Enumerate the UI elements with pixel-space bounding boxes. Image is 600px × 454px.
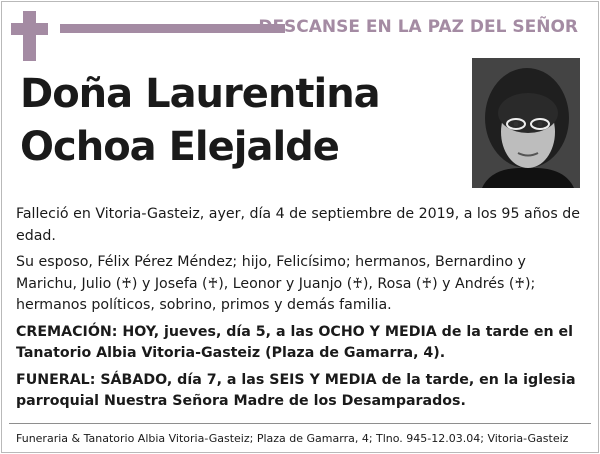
header-title: DESCANSE EN LA PAZ DEL SEÑOR [258, 17, 578, 37]
obituary-body [16, 204, 586, 418]
family-paragraph: Su esposo, Félix Pérez Méndez; hijo, Felicísimo; hermanos, Bernardino y Marichu, Julio (♰) y Josefa (♰), Leonor y Juanjo (♰), Rosa (♰) y Andrés (♰); hermanos políticos, sobrino, primos y demás familia. [16, 254, 536, 313]
death-paragraph: Falleció en Vitoria-Gasteiz, ayer, día 4 de septiembre de 2019, a los 95 años de edad. [16, 206, 581, 244]
funeral-paragraph: FUNERAL: SÁBADO, día 7, a las SEIS Y MEDIA de la tarde, en la iglesia parroquial Nuestra Señora Madre de los Desamparados. [16, 371, 576, 409]
cross-icon-horizontal [11, 23, 48, 35]
header-rule [60, 24, 285, 33]
portrait-image [472, 58, 580, 188]
cross-icon-vertical [23, 11, 36, 61]
cremation-paragraph: CREMACIÓN: HOY, jueves, día 5, a las OCHO Y MEDIA de la tarde en el Tanatorio Albia Vitoria-Gasteiz (Plaza de Gamarra, 4). [16, 323, 573, 361]
funeral-home-footer: Funeraria & Tanatorio Albia Vitoria-Gasteiz; Plaza de Gamarra, 4; Tlno. 945-12.03.04; Vitoria-Gasteiz [16, 432, 569, 445]
deceased-name-line2: Ochoa Elejalde [20, 124, 339, 170]
deceased-name-line1: Doña Laurentina [20, 71, 380, 117]
deceased-name [20, 68, 380, 174]
footer-divider [9, 423, 591, 424]
deceased-photo [472, 58, 580, 188]
